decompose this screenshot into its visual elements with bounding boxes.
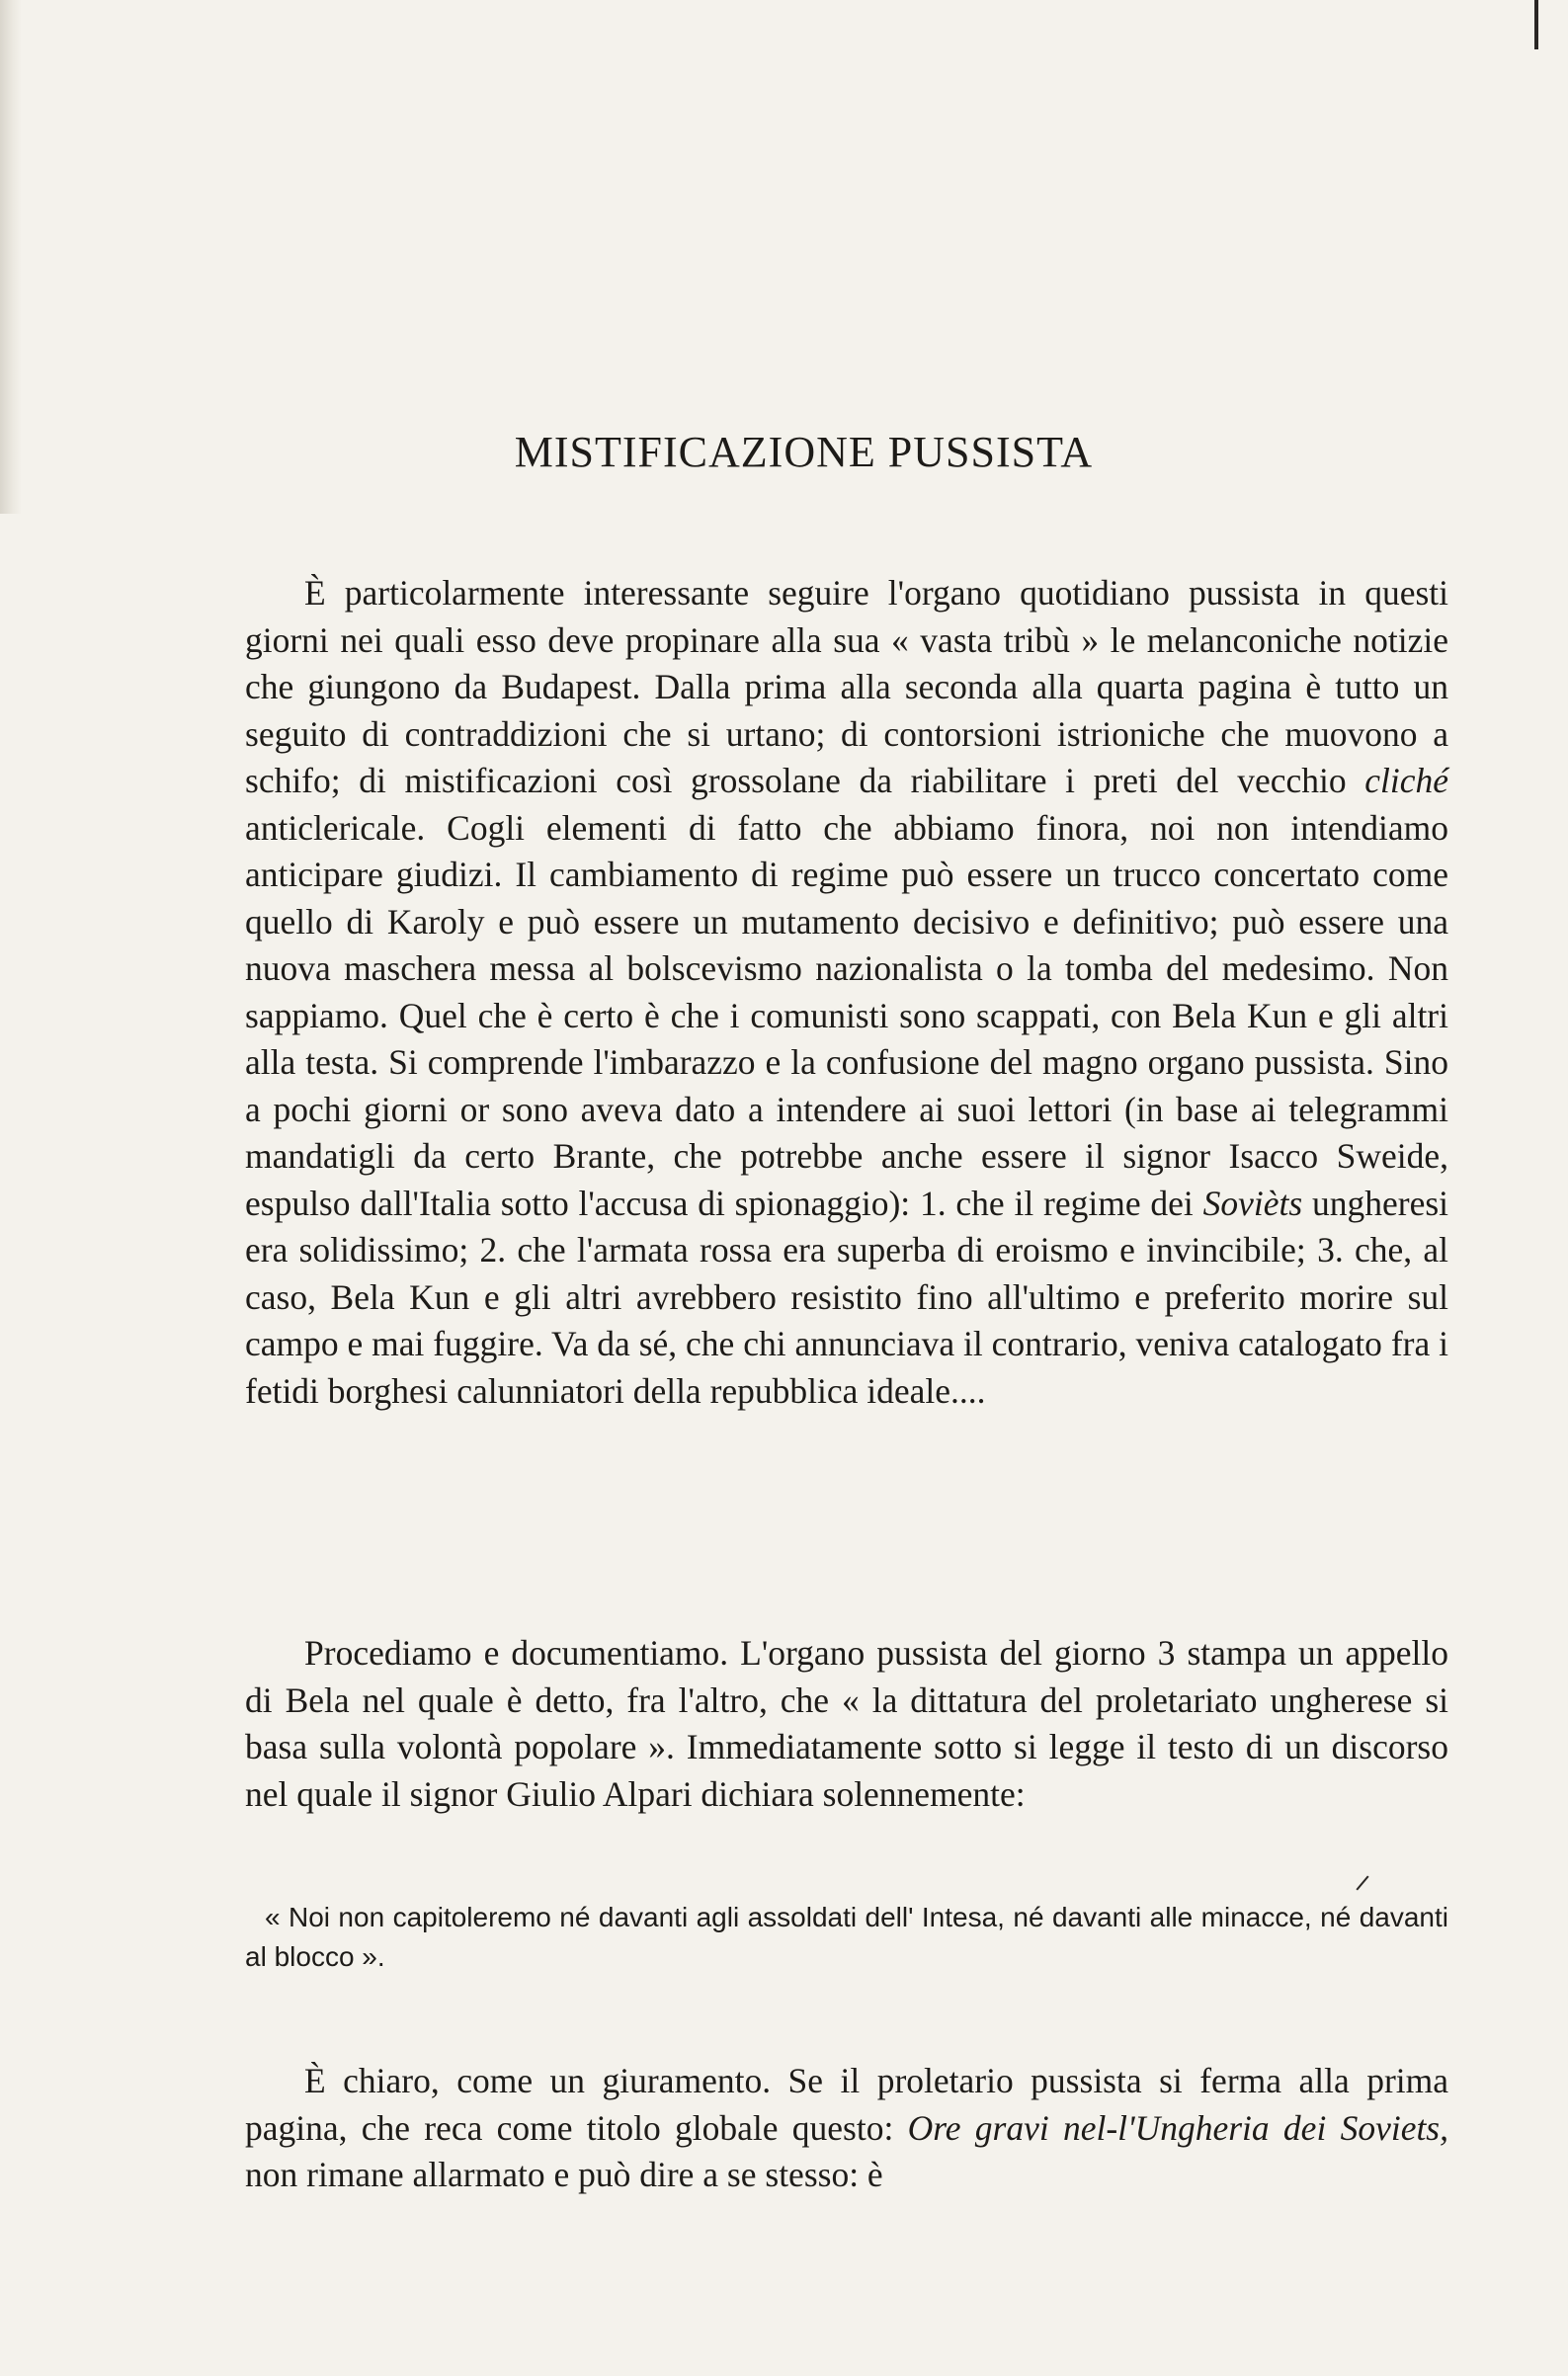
paragraph-3-italic-a: Ore gravi nel-l'Ungheria dei Soviets,	[907, 2107, 1448, 2148]
paragraph-1-text-b: anticlericale. Cogli elementi di fatto che abbiamo finora, noi non intendiamo anticipare giudizi. Il cambiamento di regime può essere un trucco concertato come quello di Karoly e può essere un mutamento decisivo e definitivo; può essere una nuova maschera messa al bolscevismo nazionalista o la tomba del medesimo. Non sappiamo. Quel che è certo è che i comunisti sono scappati, con Bela Kun e gli altri alla testa. Si comprende l'imbarazzo e la confusione del magno organo pussista. Sino a pochi giorni or sono aveva dato a intendere ai suoi lettori (in base ai telegrammi mandatigli da certo Brante, che potrebbe anche essere il signor Isacco Sweide, espulso dall'Italia sotto l'accusa di spionaggio): 1. che il regime dei	[245, 807, 1448, 1223]
chapter-title: MISTIFICAZIONE PUSSISTA	[514, 428, 1094, 476]
paragraph-1-text-a: È particolarmente interessante seguire l'organo quotidiano pussista in questi giorni nei quali esso deve propinare alla sua « vasta tribù » le melanconiche notizie che giungono da Budapest. Dalla prima alla seconda alla quarta pagina è tutto un seguito di contraddizioni che si urtano; di contorsioni istrioniche che muovono a schifo; di mistificazioni così grossolane da riabilitare i preti del vecchio	[245, 573, 1448, 800]
block-quote: « Noi non capitoleremo né davanti agli assoldati dell' Intesa, né davanti alle minacce, né davanti al blocco ».	[245, 1902, 1448, 1972]
body-paragraph-2	[245, 1630, 1448, 1818]
paragraph-3-text-b: non rimane allarmato e può dire a se stesso: è	[245, 2155, 883, 2194]
pencil-mark	[1356, 1875, 1368, 1890]
scan-mark	[1534, 0, 1538, 49]
paragraph-1-italic-b: Sovièts	[1202, 1183, 1303, 1223]
paragraph-1-text-c: ungheresi era solidissimo; 2. che l'armata rossa era superba di eroismo e invincibile; 3. che, al caso, Bela Kun e gli altri avrebbero resistito fino all'ultimo e preferito morire sul campo e mai fuggire. Va da sé, che chi annunciava il contrario, veniva catalogato fra i fetidi borghesi calunniatori della repubblica ideale....	[245, 1183, 1449, 1411]
paragraph-3-text-a: È chiaro, come un giuramento. Se il proletario pussista si ferma alla prima pagina, che reca come titolo globale questo:	[245, 2061, 1448, 2148]
paragraph-2-text: Procediamo e documentiamo. L'organo pussista del giorno 3 stampa un appello di Bela nel quale è detto, fra l'altro, che « la dittatura del proletariato ungherese si basa sulla volontà popolare ». Immediatamente sotto si legge il testo di un discorso nel quale il signor Giulio Alpari dichiara solennemente:	[245, 1633, 1448, 1814]
body-paragraph-3	[245, 2058, 1448, 2199]
body-paragraph-1	[245, 570, 1448, 1415]
paragraph-1-italic-a: cliché	[1364, 761, 1448, 800]
